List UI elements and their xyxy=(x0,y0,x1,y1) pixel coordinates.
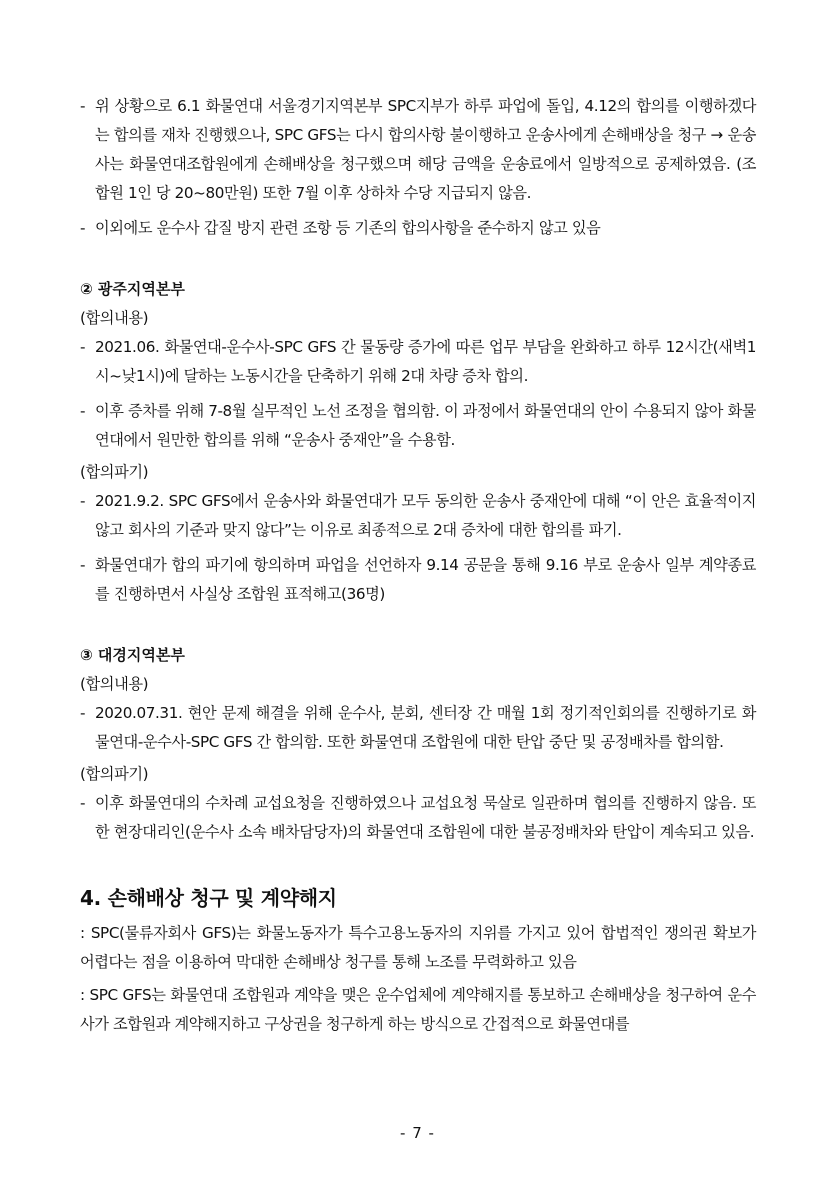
document-page xyxy=(80,92,756,1039)
damages-paragraph-1: : SPC(물류자회사 GFS)는 화물노동자가 특수고용노동자의 지위를 가지고 있어 합법적인 쟁의권 확보가 어렵다는 점을 이용하여 막대한 손해배상 청구를 통해 노조를 무력화하고 있음 xyxy=(80,924,756,971)
section-title-daegyeong: ③ 대경지역본부 xyxy=(80,646,185,664)
bullet-text: 2021.06. 화물연대-운수사-SPC GFS 간 물동량 증가에 따른 업무 부담을 완화하고 하루 12시간(새벽1시~낮1시)에 달하는 노동시간을 단축하기 위해 2대 차량 증차 합의. xyxy=(95,338,756,385)
page-number: - 7 - xyxy=(400,1124,435,1142)
label-agreement: (합의내용) xyxy=(80,675,149,693)
label-agreement: (합의내용) xyxy=(80,309,149,327)
daegyeong-break-bullet-1 xyxy=(80,789,756,847)
bullet-dash: - xyxy=(80,704,86,722)
bullet-text: 위 상황으로 6.1 화물연대 서울경기지역본부 SPC지부가 하루 파업에 돌입, 4.12의 합의를 이행하겠다는 합의를 재차 진행했으나, SPC GFS는 다시 합의사항 불이행하고 운송사에게 손해배상을 청구 → 운송사는 화물연대조합원에게 손해배상을 청구했으며 해당 금액을 운송료에서 일방적으로 공제하였음. (조합원 1인 당 20~80만원) 또한 7월 이후 상하차 수당 지급되지 않음. xyxy=(95,97,756,202)
bullet-dash: - xyxy=(80,556,86,574)
bullet-dash: - xyxy=(80,338,86,356)
label-breach: (합의파기) xyxy=(80,765,149,783)
bullet-dash: - xyxy=(80,402,86,420)
gwangju-agree-bullet-1 xyxy=(80,333,756,391)
bullet-text: 이후 화물연대의 수차례 교섭요청을 진행하였으나 교섭요청 묵살로 일관하며 협의를 진행하지 않음. 또한 현장대리인(운수사 소속 배차담당자)의 화물연대 조합원에 대한 불공정배차와 탄압이 계속되고 있음. xyxy=(95,794,756,841)
bullet-text: 화물연대가 합의 파기에 항의하며 파업을 선언하자 9.14 공문을 통해 9.16 부로 운송사 일부 계약종료를 진행하면서 사실상 조합원 표적해고(36명) xyxy=(95,556,756,603)
bullet-text: 이외에도 운수사 갑질 방지 관련 조항 등 기존의 합의사항을 준수하지 않고 있음 xyxy=(95,219,601,237)
bullet-text: 이후 증차를 위해 7-8월 실무적인 노선 조정을 협의함. 이 과정에서 화물연대의 안이 수용되지 않아 화물연대에서 원만한 합의를 위해 “운송사 중재안”을 수용함. xyxy=(95,402,756,449)
bullet-text: 2020.07.31. 현안 문제 해결을 위해 운수사, 분회, 센터장 간 매월 1회 정기적인회의를 진행하기로 화물연대-운수사-SPC GFS 간 합의함. 또한 화물연대 조합원에 대한 탄압 중단 및 공정배차를 합의함. xyxy=(95,704,756,751)
bullet-dash: - xyxy=(80,492,86,510)
daegyeong-agree-bullet-1 xyxy=(80,699,756,757)
gwangju-break-bullet-1 xyxy=(80,487,756,545)
intro-bullet-2 xyxy=(80,214,756,243)
damages-paragraph-2: : SPC GFS는 화물연대 조합원과 계약을 맺은 운수업체에 계약해지를 통보하고 손해배상을 청구하여 운수사가 조합원과 계약해지하고 구상권을 청구하게 하는 방식으로 간접적으로 화물연대를 xyxy=(80,986,756,1033)
bullet-dash: - xyxy=(80,794,86,812)
bullet-text: 2021.9.2. SPC GFS에서 운송사와 화물연대가 모두 동의한 운송사 중재안에 대해 “이 안은 효율적이지 않고 회사의 기준과 맞지 않다”는 이유로 최종적으로 2대 증차에 대한 합의를 파기. xyxy=(95,492,756,539)
label-breach: (합의파기) xyxy=(80,463,149,481)
bullet-dash: - xyxy=(80,219,86,237)
gwangju-agree-bullet-2 xyxy=(80,397,756,455)
bullet-dash: - xyxy=(80,97,86,115)
section-heading-damages: 4. 손해배상 청구 및 계약해지 xyxy=(80,886,337,910)
section-title-gwangju: ② 광주지역본부 xyxy=(80,280,185,298)
intro-bullet-1 xyxy=(80,92,756,208)
gwangju-break-bullet-2 xyxy=(80,551,756,609)
